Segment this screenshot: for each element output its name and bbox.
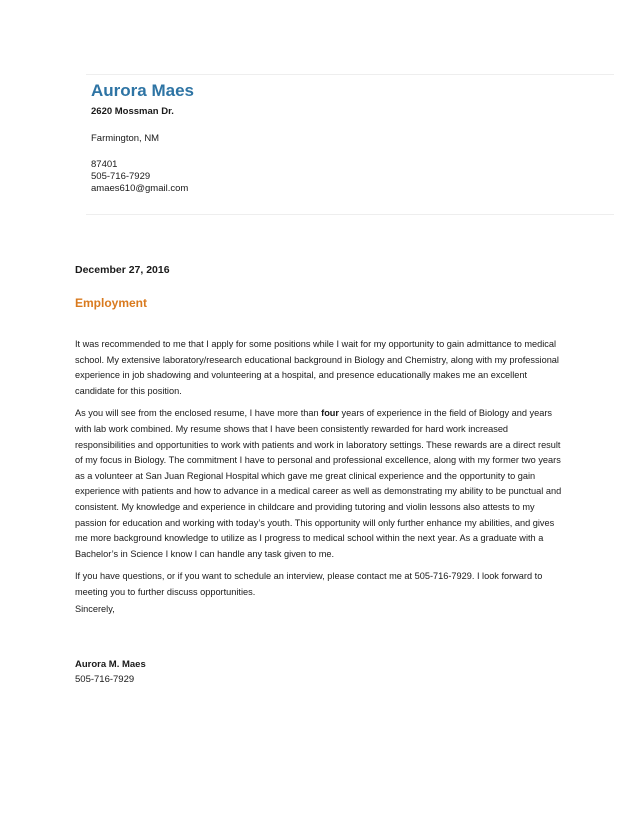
body-paragraph-2 [75, 406, 567, 562]
years-emphasis: four [321, 408, 339, 419]
body-paragraph-2-start: As you will see from the enclosed resume, I have more than [75, 408, 322, 419]
sender-name: Aurora Maes [91, 81, 194, 100]
signature-name: Aurora M. Maes [75, 659, 146, 670]
letter-body [75, 337, 567, 608]
body-paragraph-1: It was recommended to me that I apply for some positions while I wait for my opportunity to gain admittance to medical school. My extensive laboratory/research educational background in Biology and Chemistry, along with my professional experience in job shadowing and volunteering at a hospital, and presence educationally makes me an excellent candidate for this position. [75, 339, 559, 396]
body-paragraph-2-rest: years of experience in the field of Biology and years with lab work combined. My resume shows that I have been consistently rewarded for hard work increased responsibilities and opportunities to work with patients and work in laboratory settings. These rewards are a direct result of my focus in Biology. The commitment I have to personal and professional excellence, along with my former two years as a volunteer at San Juan Regional Hospital which gave me great clinical experience and the opportunity to gain experience with patients and how to advance in a medical career as well as demonstrating my ability to be punctual and consistent. My knowledge and experience in childcare and providing tutoring and violin lessons also attests to my passion for education and working with today’s youth. This opportunity will only further enhance my abilities, and gives me more background knowledge to utilize as I progress to medical school within the next year. As a graduate with a Bachelor’s in Science I know I can handle any task given to me. [75, 408, 562, 559]
signature-phone: 505-716-7929 [75, 674, 135, 685]
sender-phone: 505-716-7929 [91, 171, 151, 182]
body-paragraph-3: If you have questions, or if you want to schedule an interview, please contact me at 505-716-7929. I look forward to meeting you to further discuss opportunities. [75, 571, 543, 597]
header-divider-bottom [86, 214, 614, 215]
sender-zip: 87401 [91, 159, 118, 170]
sender-block [91, 80, 591, 195]
closing: Sincerely, [75, 604, 115, 614]
header-divider-top [86, 74, 614, 75]
section-heading: Employment [75, 296, 148, 310]
sender-street: 2620 Mossman Dr. [91, 106, 174, 117]
sender-city: Farmington, NM [91, 133, 160, 144]
sender-email: amaes610@gmail.com [91, 183, 189, 194]
letter-date: December 27, 2016 [75, 264, 170, 276]
